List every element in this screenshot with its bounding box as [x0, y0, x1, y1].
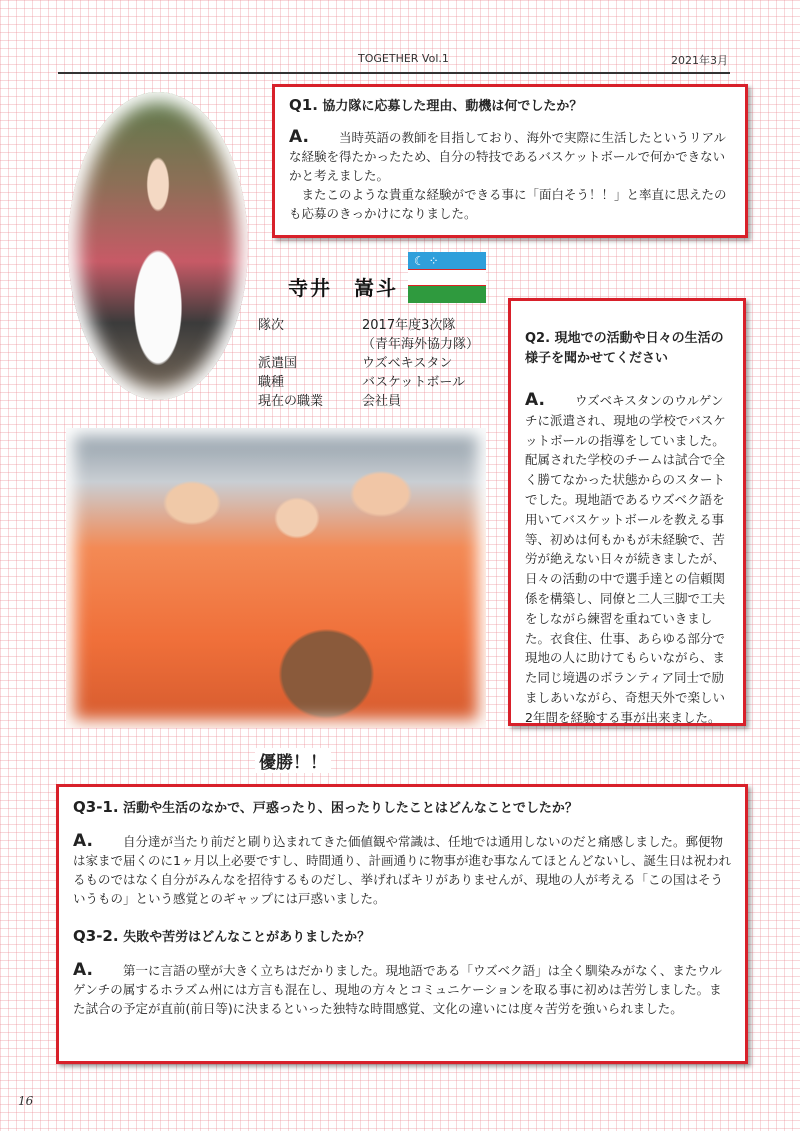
q3-2-answer-text: 第一に言語の壁が大きく立ちはだかりました。現地語である「ウズベク語」は全く馴染みがなく、またウルゲンチの属するホラズム州には方言も混在し、現地の方々とコミュニケーションを取る事に初めは苦労しました。また試合の予定が直前(前日等)に決まるといった独特な時間感覚、文化の違いには度々苦労を強いられました。	[73, 963, 722, 1016]
q2-box	[508, 298, 746, 726]
profile-info	[258, 316, 479, 411]
uzbekistan-flag-icon: ☾ ⁘	[408, 252, 486, 304]
profile-row: 隊次 2017年度3次隊	[258, 318, 456, 333]
q1-answer-label: A.	[289, 127, 309, 147]
q1-question-text: 協力隊に応募した理由、動機は何でしたか？	[322, 99, 583, 114]
q3-1-question-text: 活動や生活のなかで、戸惑ったり、困ったりしたことはどんなことでしたか？	[123, 801, 578, 816]
person-name: 寺井 嵩斗	[288, 276, 398, 300]
q1-question	[289, 95, 731, 114]
profile-row: 現在の職業 会社員	[258, 394, 402, 409]
magazine-title: TOGETHER Vol.1	[358, 52, 449, 65]
page-header	[58, 50, 730, 74]
portrait-photo	[68, 92, 248, 400]
q3-2-answer-label: A.	[73, 960, 93, 980]
q2-number: Q2.	[525, 331, 551, 346]
profile-row: 派遣国 ウズベキスタン	[258, 356, 453, 371]
page-number: 16	[18, 1094, 34, 1108]
q2-answer-text: ウズベキスタンのウルゲンチに派遣され、現地の学校でバスケットボールの指導をしていました。配属された学校のチームは試合で全く勝てなかった状態からのスタートでした。現地語であるウズベク語を用いてバスケットボールを教える事等、初めは何もかもが未経験で、苦労が絶えない日々が続きましたが、日々の活動の中で選手達との信頼関係を構築し、同僚と二人三脚で工夫をしながら練習を重ねていきました。衣食住、仕事、あらゆる部分で現地の人に助けてもらいながら、また同じ境遇のボランティア同士で励ましあいながら、奇想天外で楽しい2年間を経験する事が出来ました。	[525, 393, 726, 725]
photo-caption: 優勝！！	[255, 748, 331, 773]
q3-2-question	[73, 926, 731, 945]
issue-date: 2021年3月	[671, 54, 728, 67]
q3-1-answer-label: A.	[73, 831, 93, 851]
q2-answer-label: A.	[525, 390, 545, 410]
q2-question-text: 現地での活動や日々の生活の様子を聞かせてください	[525, 331, 724, 366]
q3-1-answer	[73, 832, 731, 908]
profile-row: （青年海外協力隊）	[362, 337, 480, 352]
q3-1-question	[73, 797, 731, 816]
q1-box	[272, 84, 748, 238]
team-photo	[66, 428, 486, 728]
q1-answer-text-1: 当時英語の教師を目指しており、海外で実際に生活したというリアルな経験を得たかったため、自分の特技であるバスケットボールで何かできないかと考えました。	[289, 130, 726, 183]
q3-1-number: Q3-1.	[73, 798, 119, 816]
q2-question	[525, 329, 731, 369]
q2-answer	[525, 391, 731, 728]
q1-answer	[289, 128, 731, 185]
q1-answer-text-2: またこのような貴重な経験ができる事に「面白そう！！」と率直に思えたのも応募のきっかけになりました。	[289, 187, 727, 221]
q3-2-question-text: 失敗や苦労はどんなことがありましたか？	[123, 930, 371, 945]
q3-1-answer-text: 自分達が当たり前だと刷り込まれてきた価値観や常識は、任地では通用しないのだと痛感しました。郵便物は家まで届くのに1ヶ月以上必要ですし、時間通り、計画通りに物事が進む事なんてほとんどないし、誕生日は祝われるものではなく自分がみんなを招待するものだし、挙げればキリがありませんが、現地の人が考える「この国はそういうもの」という感覚とのギャップには戸惑いました。	[73, 834, 731, 906]
q1-number: Q1.	[289, 96, 318, 114]
q3-2-number: Q3-2.	[73, 927, 119, 945]
q3-box	[56, 784, 748, 1064]
profile-row: 職種 バスケットボール	[258, 375, 466, 390]
q3-2-answer	[73, 961, 731, 1018]
